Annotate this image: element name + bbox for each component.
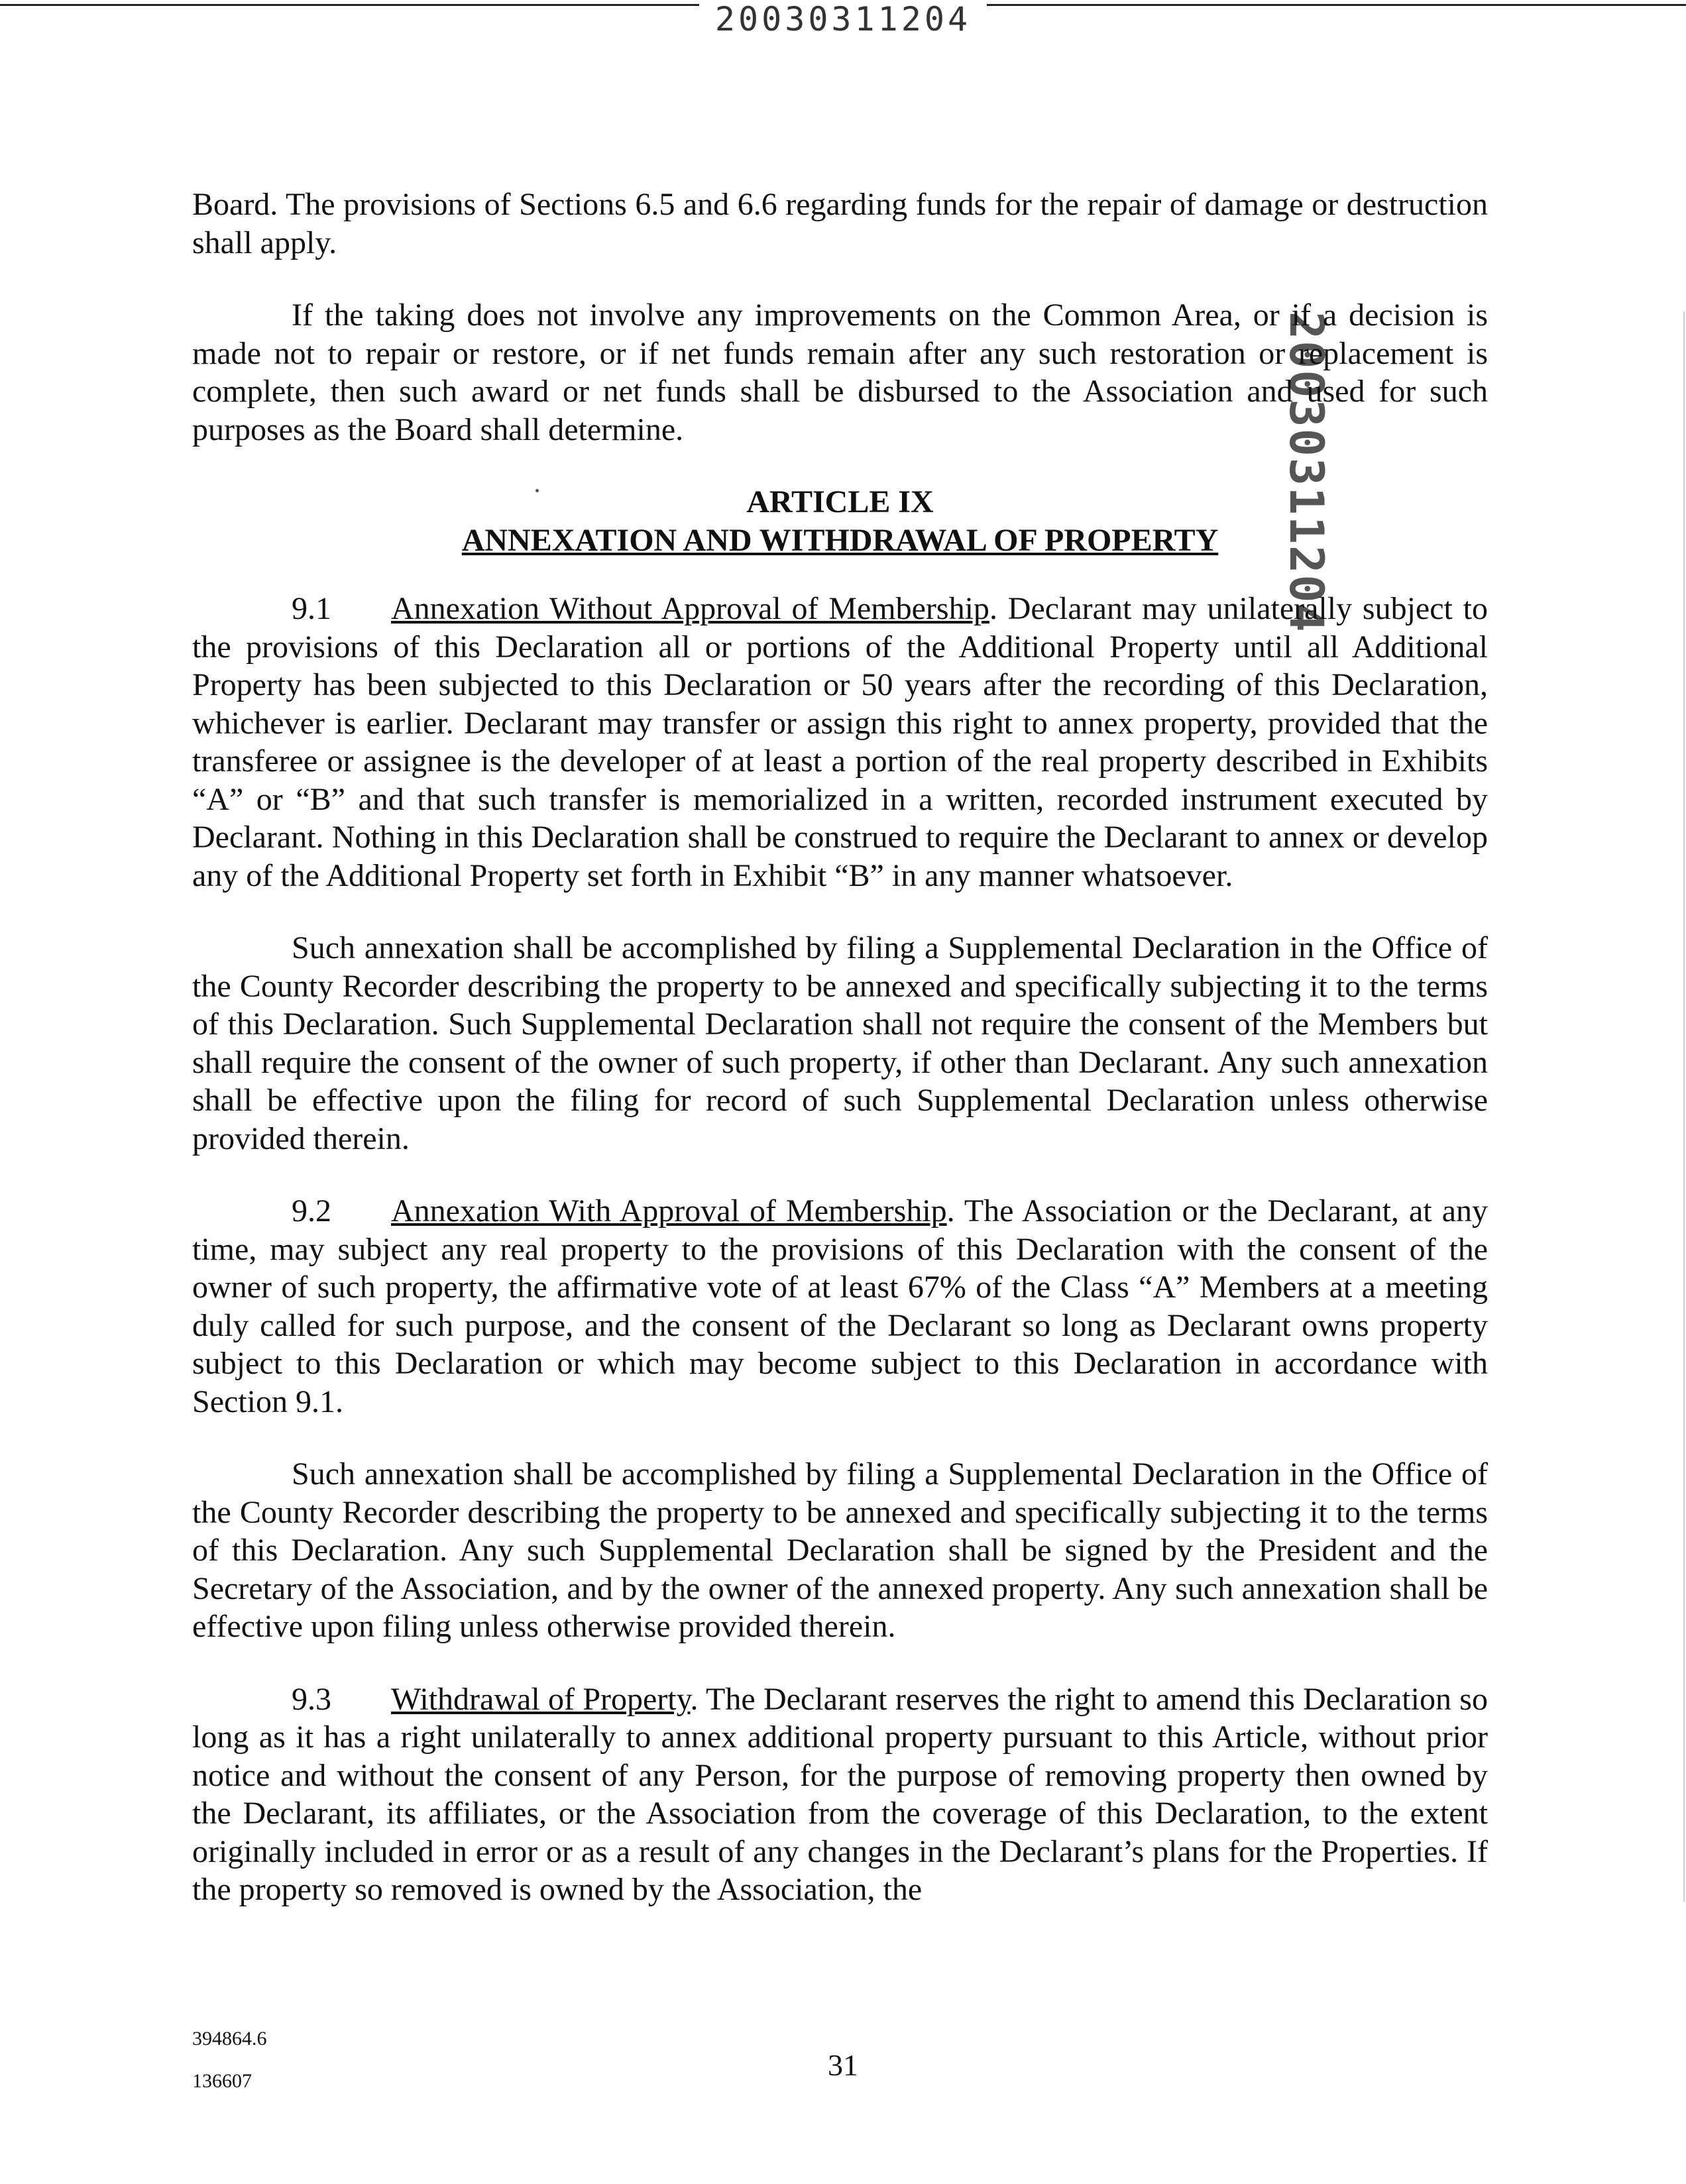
section-9-3 xyxy=(192,1680,1488,1909)
section-title: Withdrawal of Property xyxy=(391,1681,691,1717)
section-text: . Declarant may unilaterally subject to the provisions of this Declaration all or portions of the Additional Property until all Additional Property has been subjected to this Declaration or 50 years after the recording of this Declaration, whichever is earlier. Declarant may transfer or assign this right to annex property, provided that the transferee or assignee is the developer of at least a portion of the real property described in Exhibits “A” or “B” and that such transfer is memorialized in a written, recorded instrument executed by Declarant. Nothing in this Declaration shall be construed to require the Declarant to annex or develop any of the Additional Property set forth in Exhibit “B” in any manner whatsoever. xyxy=(192,591,1489,893)
footer-ref-line-1: 394864.6 xyxy=(192,2028,267,2049)
page-number: 31 xyxy=(828,2048,858,2082)
section-number: 9.3 xyxy=(292,1681,331,1717)
continuation-paragraph: Board. The provisions of Sections 6.5 and 6.6 regarding funds for the repair of damage or destruction shall apply. xyxy=(192,187,1488,260)
section-number: 9.2 xyxy=(292,1193,331,1228)
article-heading-block xyxy=(192,483,1488,559)
scan-edge-line xyxy=(1683,311,1685,1902)
section-9-1-followup: Such annexation shall be accomplished by filing a Supplemental Declaration in the Office of the County Recorder describing the property to be annexed and specifically subjecting it to the terms of this Declaration. Such Supplemental Declaration shall not require the consent of the Members but shall require the consent of the owner of such property, if other than Declarant. Any such annexation shall be effective upon the filing for record of such Supplemental Declaration unless otherwise provided therein. xyxy=(192,930,1488,1156)
article-subheading: ANNEXATION AND WITHDRAWAL OF PROPERTY xyxy=(461,522,1219,558)
section-9-2 xyxy=(192,1192,1488,1421)
document-body xyxy=(192,186,1488,1943)
article-heading: ARTICLE IX xyxy=(746,484,934,519)
taking-paragraph: If the taking does not involve any improvements on the Common Area, or if a decision is made not to repair or restore, or if net funds remain after any such restoration or replacement is complete, then such award or net funds shall be disbursed to the Association and used for such purposes as the Board shall determine. xyxy=(192,298,1488,447)
document-number: 20030311204 xyxy=(699,0,987,38)
section-9-1 xyxy=(192,590,1488,895)
section-title: Annexation Without Approval of Membership xyxy=(391,591,989,626)
section-number: 9.1 xyxy=(292,591,331,626)
section-9-2-followup: Such annexation shall be accomplished by filing a Supplemental Declaration in the Office of the County Recorder describing the property to be annexed and specifically subjecting it to the terms of this Declaration. Any such Supplemental Declaration shall be signed by the President and the Secretary of the Association, and by the owner of the annexed property. Any such annexation shall be effective upon filing unless otherwise provided therein. xyxy=(192,1456,1488,1644)
footer-ref-line-2: 136607 xyxy=(192,2070,252,2092)
section-title: Annexation With Approval of Membership xyxy=(391,1193,947,1228)
document-number-header xyxy=(0,0,1686,38)
section-text: . The Declarant reserves the right to amend this Declaration so long as it has a right unilaterally to annex additional property pursuant to this Article, without prior notice and without the consent of any Person, for the purpose of removing property then owned by the Declarant, its affiliates, or the Association from the coverage of this Declaration, to the extent originally included in error or as a result of any changes in the Declarant’s plans for the Properties. If the property so removed is owned by the Association, the xyxy=(192,1681,1488,1907)
section-text: . The Association or the Declarant, at any time, may subject any real property to the provisions of this Declaration with the consent of the owner of such property, the affirmative vote of at least 67% of the Class “A” Members at a meeting duly called for such purpose, and the consent of the Declarant so long as Declarant owns property subject to this Declaration or which may become subject to this Declaration in accordance with Section 9.1. xyxy=(192,1193,1488,1419)
side-recording-stamp: 20030311204 xyxy=(1279,311,1333,633)
